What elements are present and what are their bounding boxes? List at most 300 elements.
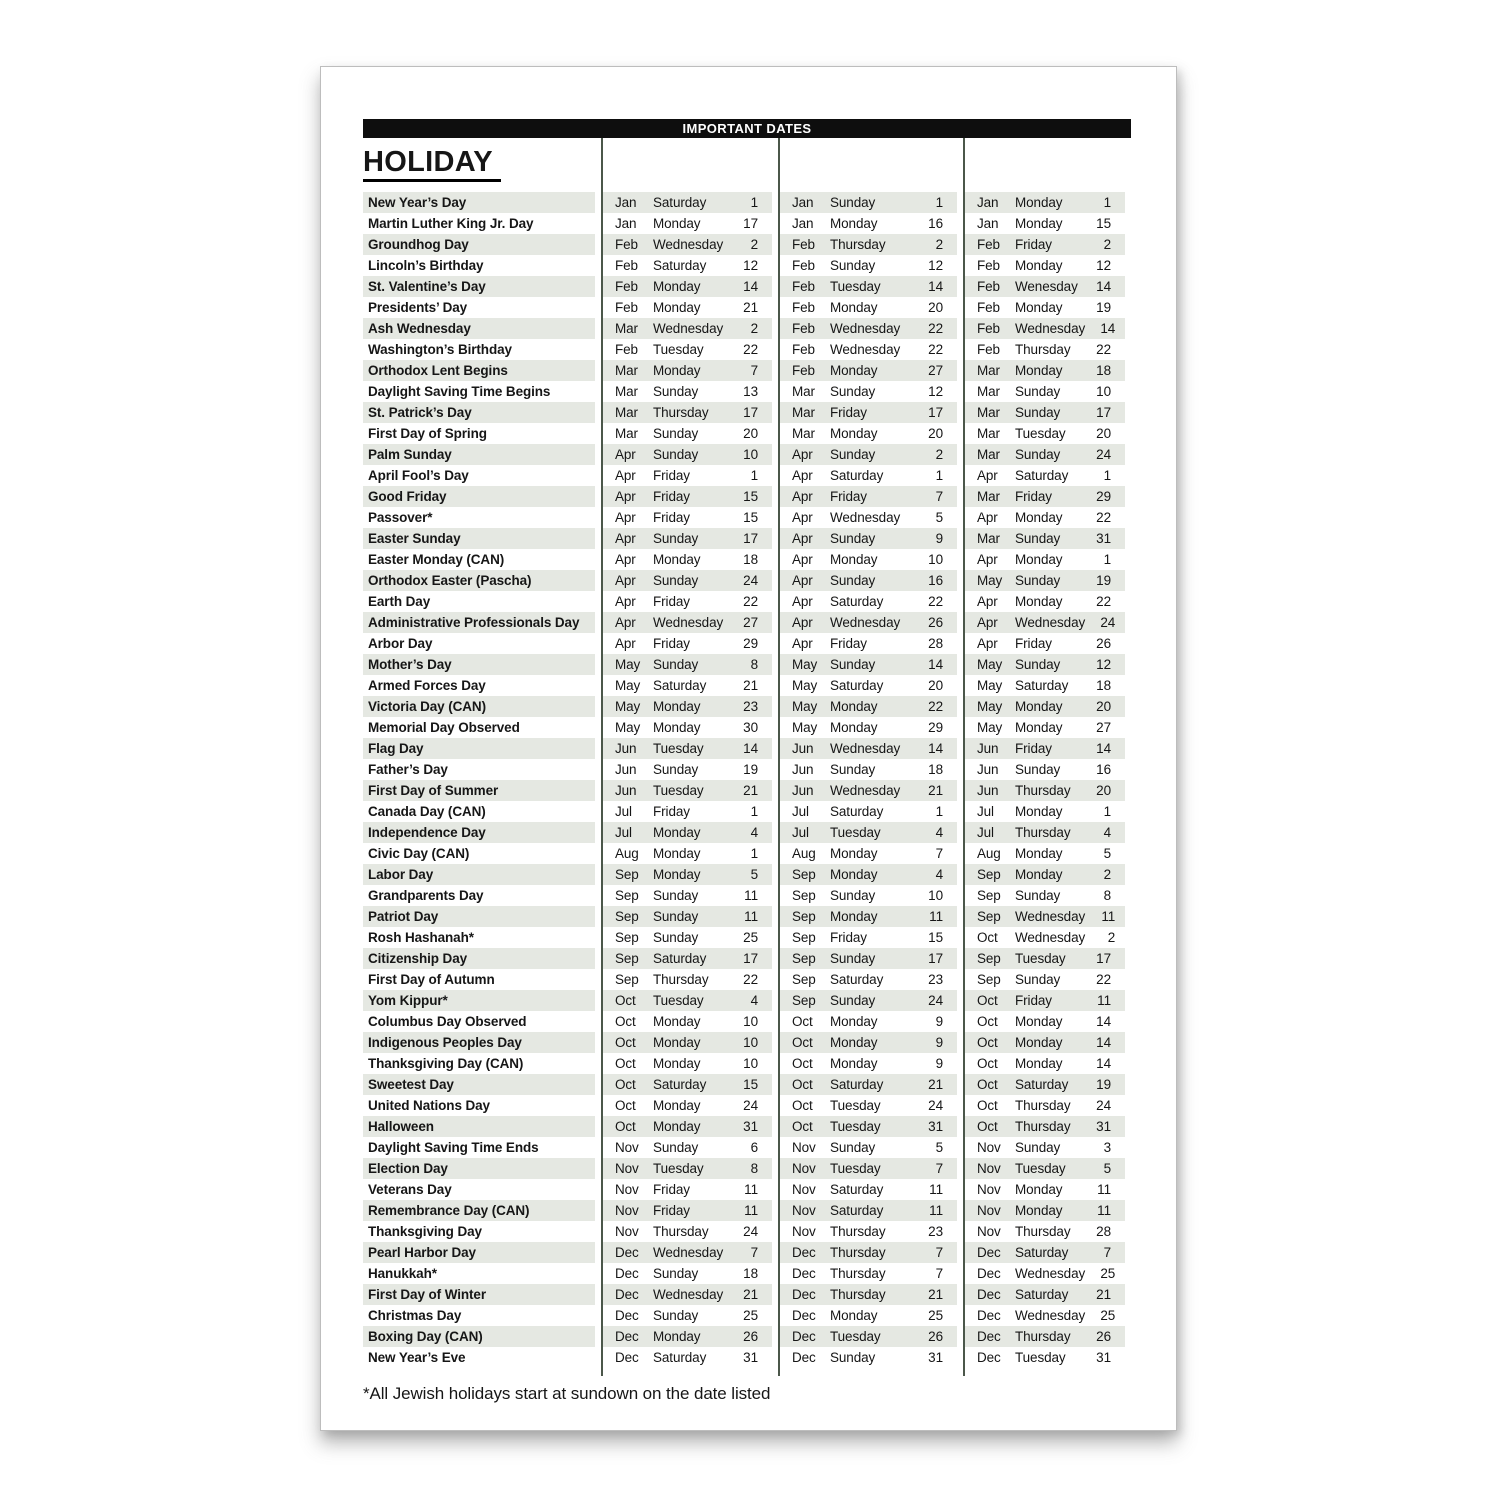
weekday: Sunday xyxy=(1015,972,1061,987)
table-row xyxy=(363,1158,1131,1179)
day: 7 xyxy=(1103,1245,1111,1260)
month: Jul xyxy=(615,804,632,819)
weekday: Friday xyxy=(653,804,690,819)
weekday: Saturday xyxy=(830,1203,884,1218)
month: Oct xyxy=(792,1056,813,1071)
date-group-3 xyxy=(965,1032,1125,1053)
weekday: Wednesday xyxy=(830,615,901,630)
month: Oct xyxy=(792,1035,813,1050)
weekday: Sunday xyxy=(830,762,876,777)
day: 11 xyxy=(744,1203,758,1218)
day: 14 xyxy=(928,657,943,672)
weekday: Sunday xyxy=(1015,531,1061,546)
month: Mar xyxy=(977,447,1000,462)
weekday: Monday xyxy=(830,426,878,441)
date-group-1 xyxy=(603,885,772,906)
weekday: Monday xyxy=(1015,1203,1063,1218)
holiday-name: Passover* xyxy=(368,510,433,525)
table-row xyxy=(363,1137,1131,1158)
date-group-2 xyxy=(780,381,957,402)
weekday: Friday xyxy=(653,510,690,525)
day: 4 xyxy=(1103,825,1111,840)
weekday: Sunday xyxy=(653,888,699,903)
date-group-3 xyxy=(965,528,1125,549)
month: Dec xyxy=(977,1245,1001,1260)
weekday: Thursday xyxy=(1015,783,1071,798)
day: 11 xyxy=(744,888,758,903)
weekday: Tuesday xyxy=(1015,1161,1066,1176)
date-group-2 xyxy=(780,423,957,444)
table-row xyxy=(363,339,1131,360)
day: 9 xyxy=(935,1014,943,1029)
day: 24 xyxy=(743,573,758,588)
weekday: Thursday xyxy=(1015,1119,1071,1134)
weekday: Monday xyxy=(653,300,701,315)
day: 12 xyxy=(1096,657,1111,672)
day: 4 xyxy=(935,867,943,882)
day: 22 xyxy=(743,342,758,357)
month: Sep xyxy=(792,888,816,903)
day: 11 xyxy=(1097,993,1111,1008)
date-group-3 xyxy=(965,213,1125,234)
weekday: Friday xyxy=(653,1182,690,1197)
day: 22 xyxy=(928,699,943,714)
month: May xyxy=(792,657,818,672)
day: 7 xyxy=(750,363,758,378)
date-group-2 xyxy=(780,234,957,255)
date-group-2 xyxy=(780,1032,957,1053)
date-group-3 xyxy=(965,1116,1125,1137)
month: Sep xyxy=(792,993,816,1008)
day: 11 xyxy=(929,1203,943,1218)
date-group-1 xyxy=(603,1179,772,1200)
weekday: Tuesday xyxy=(1015,951,1066,966)
month: Mar xyxy=(615,363,638,378)
weekday: Wednesday xyxy=(830,741,901,756)
weekday: Thursday xyxy=(1015,1329,1071,1344)
weekday: Sunday xyxy=(830,888,876,903)
day: 20 xyxy=(1096,426,1111,441)
month: Mar xyxy=(792,426,815,441)
weekday: Monday xyxy=(653,1035,701,1050)
month: Mar xyxy=(615,321,638,336)
day: 1 xyxy=(1103,804,1111,819)
day: 27 xyxy=(928,363,943,378)
weekday: Monday xyxy=(1015,258,1063,273)
date-group-3 xyxy=(965,423,1125,444)
day: 5 xyxy=(935,1140,943,1155)
date-group-2 xyxy=(780,1179,957,1200)
date-group-1 xyxy=(603,276,772,297)
date-group-1 xyxy=(603,759,772,780)
day: 7 xyxy=(750,1245,758,1260)
date-group-1 xyxy=(603,255,772,276)
weekday: Monday xyxy=(653,552,701,567)
date-group-3 xyxy=(965,1221,1125,1242)
table-row xyxy=(363,1053,1131,1074)
date-group-1 xyxy=(603,381,772,402)
month: Oct xyxy=(792,1098,813,1113)
month: Sep xyxy=(792,951,816,966)
day: 16 xyxy=(928,216,943,231)
month: Dec xyxy=(615,1308,639,1323)
day: 3 xyxy=(1103,1140,1111,1155)
day: 26 xyxy=(1096,1329,1111,1344)
day: 2 xyxy=(1107,930,1116,945)
day: 14 xyxy=(928,279,943,294)
weekday: Monday xyxy=(653,1098,701,1113)
day: 31 xyxy=(743,1119,758,1134)
month: Feb xyxy=(977,279,1000,294)
holiday-name: Groundhog Day xyxy=(363,234,595,255)
weekday: Monday xyxy=(653,363,701,378)
day: 22 xyxy=(928,321,943,336)
weekday: Sunday xyxy=(830,657,876,672)
date-group-1 xyxy=(603,234,772,255)
month: Mar xyxy=(977,363,1000,378)
date-group-2 xyxy=(780,1263,957,1284)
day: 25 xyxy=(928,1308,943,1323)
holiday-name: Veterans Day xyxy=(368,1182,452,1197)
day: 11 xyxy=(1101,909,1116,924)
month: Jun xyxy=(977,783,999,798)
month: Feb xyxy=(615,300,638,315)
month: Mar xyxy=(977,405,1000,420)
day: 19 xyxy=(743,762,758,777)
month: Mar xyxy=(977,426,1000,441)
day: 24 xyxy=(928,1098,943,1113)
date-group-1 xyxy=(603,423,772,444)
weekday: Saturday xyxy=(830,1182,884,1197)
date-group-3 xyxy=(965,276,1125,297)
month: Apr xyxy=(977,552,998,567)
table-row xyxy=(363,276,1131,297)
weekday: Sunday xyxy=(653,426,699,441)
day: 18 xyxy=(1096,678,1111,693)
date-group-3 xyxy=(965,234,1125,255)
date-group-2 xyxy=(780,864,957,885)
date-group-1 xyxy=(603,1074,772,1095)
date-group-3 xyxy=(965,1011,1125,1032)
date-group-1 xyxy=(603,1263,772,1284)
month: Nov xyxy=(792,1203,816,1218)
table-row xyxy=(363,654,1131,675)
weekday: Tuesday xyxy=(653,783,704,798)
weekday: Monday xyxy=(1015,1014,1063,1029)
date-group-1 xyxy=(603,339,772,360)
date-group-2 xyxy=(780,1116,957,1137)
table-row xyxy=(363,948,1131,969)
weekday: Wednesday xyxy=(653,1287,724,1302)
month: Apr xyxy=(792,447,813,462)
month: Apr xyxy=(977,594,998,609)
day: 7 xyxy=(935,1266,943,1281)
day: 20 xyxy=(928,300,943,315)
day: 21 xyxy=(743,783,758,798)
month: Oct xyxy=(977,1098,998,1113)
holiday-name: Sweetest Day xyxy=(363,1074,595,1095)
date-group-3 xyxy=(965,1347,1125,1368)
date-group-3 xyxy=(965,759,1125,780)
day: 23 xyxy=(928,972,943,987)
holiday-name: Election Day xyxy=(363,1158,595,1179)
month: Dec xyxy=(977,1308,1001,1323)
day: 19 xyxy=(1096,573,1111,588)
date-group-2 xyxy=(780,1221,957,1242)
holiday-name: Thanksgiving Day xyxy=(368,1224,482,1239)
date-group-2 xyxy=(780,990,957,1011)
holiday-name: April Fool’s Day xyxy=(368,468,469,483)
table-row xyxy=(363,633,1131,654)
month: Apr xyxy=(615,615,636,630)
table-row xyxy=(363,612,1131,633)
weekday: Wednesday xyxy=(830,321,901,336)
month: Dec xyxy=(977,1329,1001,1344)
weekday: Sunday xyxy=(830,447,876,462)
date-group-1 xyxy=(603,780,772,801)
weekday: Monday xyxy=(653,1056,701,1071)
day: 8 xyxy=(750,1161,758,1176)
weekday: Saturday xyxy=(1015,1077,1069,1092)
month: Sep xyxy=(977,972,1001,987)
date-group-1 xyxy=(603,675,772,696)
table-row xyxy=(363,1284,1131,1305)
date-group-3 xyxy=(965,402,1125,423)
date-group-3 xyxy=(965,507,1125,528)
day: 11 xyxy=(1097,1182,1111,1197)
weekday: Wednesday xyxy=(830,783,901,798)
date-group-3 xyxy=(965,1326,1125,1347)
date-group-3 xyxy=(965,444,1125,465)
weekday: Wenesday xyxy=(1015,279,1078,294)
date-group-1 xyxy=(603,1305,772,1326)
table-row xyxy=(363,1179,1131,1200)
date-group-3 xyxy=(965,1200,1125,1221)
month: Jul xyxy=(615,825,632,840)
weekday: Sunday xyxy=(830,1350,876,1365)
day: 10 xyxy=(743,1014,758,1029)
month: Aug xyxy=(792,846,816,861)
day: 4 xyxy=(750,993,758,1008)
weekday: Sunday xyxy=(830,951,876,966)
month: Dec xyxy=(792,1245,816,1260)
month: May xyxy=(792,720,818,735)
weekday: Thursday xyxy=(830,237,886,252)
date-group-2 xyxy=(780,801,957,822)
weekday: Monday xyxy=(1015,216,1063,231)
weekday: Monday xyxy=(1015,510,1063,525)
table-row xyxy=(363,1095,1131,1116)
day: 11 xyxy=(744,909,758,924)
month: Jan xyxy=(615,216,637,231)
weekday: Thursday xyxy=(830,1266,886,1281)
day: 2 xyxy=(935,447,943,462)
date-group-2 xyxy=(780,444,957,465)
month: Sep xyxy=(977,888,1001,903)
day: 14 xyxy=(1096,1035,1111,1050)
date-group-3 xyxy=(965,1263,1125,1284)
month: Sep xyxy=(792,867,816,882)
holiday-name: Flag Day xyxy=(363,738,595,759)
day: 17 xyxy=(743,216,758,231)
weekday: Wednesday xyxy=(653,237,724,252)
weekday: Saturday xyxy=(1015,1287,1069,1302)
month: Sep xyxy=(615,867,639,882)
weekday: Tuesday xyxy=(653,741,704,756)
day: 31 xyxy=(1096,1350,1111,1365)
date-group-2 xyxy=(780,675,957,696)
date-group-2 xyxy=(780,1242,957,1263)
weekday: Saturday xyxy=(830,972,884,987)
date-group-2 xyxy=(780,717,957,738)
month: Nov xyxy=(977,1224,1001,1239)
day: 24 xyxy=(1096,447,1111,462)
day: 27 xyxy=(1096,720,1111,735)
holiday-table xyxy=(363,192,1131,1368)
month: Jun xyxy=(615,783,637,798)
weekday: Sunday xyxy=(1015,384,1061,399)
weekday: Monday xyxy=(830,300,878,315)
date-group-2 xyxy=(780,318,957,339)
month: Feb xyxy=(792,363,815,378)
month: Sep xyxy=(615,930,639,945)
day: 12 xyxy=(928,258,943,273)
holiday-name: Pearl Harbor Day xyxy=(363,1242,595,1263)
important-dates-header-bar xyxy=(363,119,1131,138)
weekday: Monday xyxy=(830,867,878,882)
table-row xyxy=(363,822,1131,843)
weekday: Monday xyxy=(830,720,878,735)
day: 11 xyxy=(744,1182,758,1197)
date-group-3 xyxy=(965,864,1125,885)
weekday: Monday xyxy=(653,216,701,231)
date-group-2 xyxy=(780,1284,957,1305)
date-group-3 xyxy=(965,927,1125,948)
weekday: Tuesday xyxy=(653,993,704,1008)
day: 1 xyxy=(1103,552,1111,567)
holiday-name: Columbus Day Observed xyxy=(368,1014,527,1029)
month: Oct xyxy=(977,993,998,1008)
holiday-name: St. Patrick’s Day xyxy=(363,402,595,423)
day: 19 xyxy=(1096,1077,1111,1092)
day: 26 xyxy=(928,615,943,630)
table-row xyxy=(363,549,1131,570)
date-group-1 xyxy=(603,444,772,465)
weekday: Sunday xyxy=(653,447,699,462)
day: 21 xyxy=(928,1287,943,1302)
day: 11 xyxy=(929,1182,943,1197)
weekday: Friday xyxy=(830,930,867,945)
month: Apr xyxy=(792,594,813,609)
date-group-2 xyxy=(780,696,957,717)
day: 1 xyxy=(750,846,758,861)
holiday-name: United Nations Day xyxy=(368,1098,490,1113)
date-group-2 xyxy=(780,213,957,234)
date-group-1 xyxy=(603,969,772,990)
date-group-2 xyxy=(780,528,957,549)
month: Oct xyxy=(977,1035,998,1050)
day: 14 xyxy=(1096,279,1111,294)
month: Apr xyxy=(792,636,813,651)
table-row xyxy=(363,570,1131,591)
weekday: Monday xyxy=(1015,1035,1063,1050)
weekday: Sunday xyxy=(830,993,876,1008)
date-group-1 xyxy=(603,1221,772,1242)
day: 20 xyxy=(1096,699,1111,714)
weekday: Monday xyxy=(653,846,701,861)
date-group-3 xyxy=(965,654,1125,675)
day: 14 xyxy=(928,741,943,756)
date-group-2 xyxy=(780,612,957,633)
weekday: Thursday xyxy=(653,1224,709,1239)
weekday: Friday xyxy=(830,405,867,420)
table-row xyxy=(363,885,1131,906)
weekday: Friday xyxy=(653,1203,690,1218)
date-group-1 xyxy=(603,507,772,528)
table-row xyxy=(363,1305,1131,1326)
date-group-3 xyxy=(965,1179,1125,1200)
date-group-3 xyxy=(965,885,1125,906)
day: 7 xyxy=(935,489,943,504)
day: 20 xyxy=(928,426,943,441)
month: Oct xyxy=(977,1056,998,1071)
holiday-name: Hanukkah* xyxy=(368,1266,437,1281)
weekday: Monday xyxy=(1015,1182,1063,1197)
month: May xyxy=(977,678,1003,693)
date-group-1 xyxy=(603,654,772,675)
month: Dec xyxy=(615,1329,639,1344)
date-group-3 xyxy=(965,1074,1125,1095)
month: Feb xyxy=(792,300,815,315)
month: Dec xyxy=(977,1287,1001,1302)
month: Jan xyxy=(792,216,814,231)
date-group-3 xyxy=(965,906,1125,927)
day: 2 xyxy=(1103,237,1111,252)
month: Apr xyxy=(792,573,813,588)
month: Oct xyxy=(615,1119,636,1134)
month: Nov xyxy=(615,1182,639,1197)
table-row xyxy=(363,927,1131,948)
weekday: Monday xyxy=(830,699,878,714)
day: 25 xyxy=(743,1308,758,1323)
day: 21 xyxy=(743,1287,758,1302)
date-group-2 xyxy=(780,927,957,948)
date-group-1 xyxy=(603,213,772,234)
day: 27 xyxy=(743,615,758,630)
day: 26 xyxy=(743,1329,758,1344)
holiday-name: Victoria Day (CAN) xyxy=(363,696,595,717)
month: Dec xyxy=(792,1266,816,1281)
month: Nov xyxy=(615,1224,639,1239)
month: Apr xyxy=(615,531,636,546)
month: Nov xyxy=(792,1161,816,1176)
month: Oct xyxy=(792,1077,813,1092)
date-group-2 xyxy=(780,507,957,528)
day: 7 xyxy=(935,846,943,861)
weekday: Friday xyxy=(653,468,690,483)
day: 15 xyxy=(743,1077,758,1092)
day: 10 xyxy=(743,1056,758,1071)
day: 1 xyxy=(750,468,758,483)
holiday-name: Independence Day xyxy=(363,822,595,843)
holiday-name: Orthodox Lent Begins xyxy=(363,360,595,381)
weekday: Thursday xyxy=(1015,1098,1071,1113)
date-group-2 xyxy=(780,759,957,780)
month: Dec xyxy=(792,1287,816,1302)
day: 5 xyxy=(1103,1161,1111,1176)
holiday-name: Orthodox Easter (Pascha) xyxy=(363,570,595,591)
weekday: Friday xyxy=(653,636,690,651)
